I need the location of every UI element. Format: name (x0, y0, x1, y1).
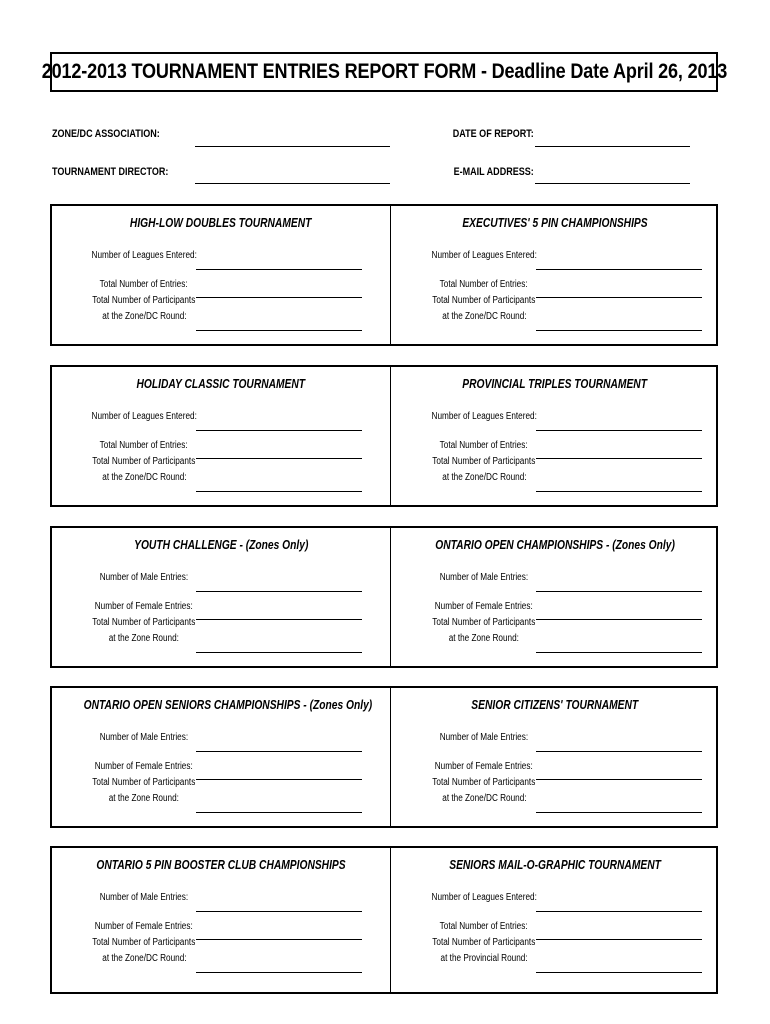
tournament-section (50, 526, 718, 668)
field-label-text: Number of Female Entries: (95, 761, 193, 772)
field-label-text: Number of Leagues Entered: (431, 411, 537, 422)
field-label-text: at the Zone/DC Round: (101, 953, 187, 964)
date-of-report-field[interactable] (535, 146, 690, 147)
section-title (392, 858, 718, 872)
entry-field-3[interactable] (536, 491, 702, 492)
entry-field-2[interactable] (196, 619, 362, 620)
field-label (74, 309, 214, 325)
section-divider (390, 528, 391, 666)
entry-field-2[interactable] (536, 779, 702, 780)
field-label (74, 791, 214, 807)
field-label-text: Number of Male Entries: (99, 892, 189, 903)
field-label (414, 277, 554, 293)
field-label-text: Number of Female Entries: (95, 921, 193, 932)
field-label (414, 775, 554, 791)
entry-field-2[interactable] (196, 939, 362, 940)
field-label-text: Total Number of Entries: (100, 279, 188, 290)
field-label-text: at the Zone Round: (108, 793, 180, 804)
field-label (414, 730, 554, 746)
field-label (74, 615, 214, 631)
tournament-section (50, 686, 718, 828)
field-label (414, 599, 554, 615)
field-label (74, 470, 214, 486)
field-label (74, 570, 214, 586)
field-label (414, 951, 554, 967)
section-divider (390, 367, 391, 505)
field-label-text: at the Zone/DC Round: (441, 311, 527, 322)
entry-field-1[interactable] (536, 751, 702, 752)
entry-field-1[interactable] (536, 591, 702, 592)
section-title-text: PROVINCIAL TRIPLES TOURNAMENT (462, 377, 648, 391)
field-label-text: at the Zone Round: (108, 633, 180, 644)
field-label-text: Total Number of Participants (92, 295, 196, 306)
section-column-right (392, 848, 718, 992)
field-label (414, 935, 554, 951)
entry-field-3[interactable] (536, 812, 702, 813)
section-title (52, 377, 390, 391)
entry-field-3[interactable] (196, 652, 362, 653)
email-address-label: E-MAIL ADDRESS: (453, 166, 534, 178)
field-label-text: Number of Male Entries: (439, 732, 529, 743)
field-label (74, 631, 214, 647)
section-title-text: YOUTH CHALLENGE - (Zones Only) (133, 538, 309, 552)
field-label (414, 890, 554, 906)
entry-field-1[interactable] (536, 911, 702, 912)
entry-field-1[interactable] (536, 430, 702, 431)
field-label-text: Total Number of Entries: (440, 440, 528, 451)
entry-field-1[interactable] (196, 591, 362, 592)
field-label (414, 570, 554, 586)
field-label (74, 277, 214, 293)
zone-association-field[interactable] (195, 146, 390, 147)
field-label-text: Total Number of Entries: (440, 279, 528, 290)
form-title-box (41, 52, 727, 92)
field-label (414, 791, 554, 807)
field-label-text: Total Number of Participants (92, 937, 196, 948)
field-label (74, 248, 214, 264)
field-label-text: at the Zone/DC Round: (101, 472, 187, 483)
field-label (414, 919, 554, 935)
field-label (414, 470, 554, 486)
section-column-right (392, 528, 718, 666)
entry-field-2[interactable] (536, 297, 702, 298)
field-label-text: at the Zone Round: (448, 633, 520, 644)
section-divider (390, 848, 391, 992)
section-title (392, 377, 718, 391)
field-label-text: Total Number of Entries: (100, 440, 188, 451)
field-label-text: Total Number of Participants (92, 617, 196, 628)
field-label (414, 454, 554, 470)
entry-field-1[interactable] (196, 751, 362, 752)
field-label-text: Number of Male Entries: (99, 572, 189, 583)
section-column-left (52, 206, 390, 344)
tournament-section (50, 365, 718, 507)
section-title (392, 216, 718, 230)
field-label-text: Total Number of Entries: (440, 921, 528, 932)
field-label (414, 293, 554, 309)
field-label (74, 951, 214, 967)
field-label (414, 248, 554, 264)
field-label-text: at the Zone/DC Round: (101, 311, 187, 322)
section-title (392, 698, 718, 712)
date-of-report-label: DATE OF REPORT: (452, 128, 534, 140)
field-label-text: at the Zone/DC Round: (441, 793, 527, 804)
section-column-right (392, 206, 718, 344)
field-label (74, 409, 214, 425)
entry-field-1[interactable] (196, 269, 362, 270)
field-label-text: Number of Male Entries: (99, 732, 189, 743)
section-title-text: HIGH-LOW DOUBLES TOURNAMENT (130, 216, 312, 230)
entry-field-3[interactable] (536, 972, 702, 973)
field-label-text: Total Number of Participants (432, 777, 536, 788)
field-label-text: Total Number of Participants (432, 617, 536, 628)
form-title: 2012-2013 TOURNAMENT ENTRIES REPORT FORM - Deadline Date April 26, 2013 (41, 60, 727, 83)
field-label-text: Number of Female Entries: (435, 601, 533, 612)
entry-field-3[interactable] (196, 330, 362, 331)
section-title-text: SENIORS MAIL-O-GRAPHIC TOURNAMENT (449, 858, 661, 872)
section-divider (390, 206, 391, 344)
field-label (414, 759, 554, 775)
tournament-section (50, 846, 718, 994)
field-label (414, 309, 554, 325)
field-label-text: Total Number of Participants (92, 777, 196, 788)
field-label (74, 890, 214, 906)
field-label-text: Number of Female Entries: (435, 761, 533, 772)
field-label (414, 438, 554, 454)
field-label (74, 775, 214, 791)
tournament-director-label: TOURNAMENT DIRECTOR: (52, 166, 169, 178)
field-label-text: Number of Male Entries: (439, 572, 529, 583)
entry-field-2[interactable] (196, 458, 362, 459)
zone-association-label: ZONE/DC ASSOCIATION: (52, 128, 160, 140)
section-title-text: SENIOR CITIZENS' TOURNAMENT (471, 698, 639, 712)
section-title (52, 698, 390, 712)
entry-field-2[interactable] (196, 779, 362, 780)
field-label-text: at the Provincial Round: (440, 953, 528, 964)
field-label (74, 730, 214, 746)
field-label-text: at the Zone/DC Round: (441, 472, 527, 483)
section-column-left (52, 367, 390, 505)
section-column-left (52, 848, 390, 992)
field-label (414, 631, 554, 647)
section-column-right (392, 688, 718, 826)
entry-field-3[interactable] (196, 812, 362, 813)
field-label (74, 935, 214, 951)
field-label (74, 919, 214, 935)
field-label-text: Total Number of Participants (432, 937, 536, 948)
entry-field-2[interactable] (536, 939, 702, 940)
entry-field-2[interactable] (196, 297, 362, 298)
field-label-text: Total Number of Participants (92, 456, 196, 467)
field-label (74, 293, 214, 309)
entry-field-1[interactable] (196, 911, 362, 912)
section-title-text: ONTARIO OPEN CHAMPIONSHIPS - (Zones Only) (435, 538, 675, 552)
field-label (414, 409, 554, 425)
email-address-field[interactable] (535, 183, 690, 184)
tournament-section (50, 204, 718, 346)
field-label-text: Total Number of Participants (432, 295, 536, 306)
entry-field-1[interactable] (196, 430, 362, 431)
section-title (392, 538, 718, 552)
field-label-text: Number of Leagues Entered: (431, 892, 537, 903)
field-label (74, 438, 214, 454)
entry-field-2[interactable] (536, 458, 702, 459)
section-divider (390, 688, 391, 826)
entry-field-1[interactable] (536, 269, 702, 270)
section-title (52, 538, 390, 552)
section-title (52, 858, 390, 872)
field-label-text: Number of Leagues Entered: (91, 411, 197, 422)
entry-field-3[interactable] (196, 972, 362, 973)
field-label (74, 454, 214, 470)
section-title-text: EXECUTIVES' 5 PIN CHAMPIONSHIPS (462, 216, 648, 230)
field-label-text: Total Number of Participants (432, 456, 536, 467)
section-title (52, 216, 390, 230)
section-column-left (52, 688, 390, 826)
section-title-text: ONTARIO 5 PIN BOOSTER CLUB CHAMPIONSHIPS (96, 858, 346, 872)
field-label (74, 599, 214, 615)
section-title-text: HOLIDAY CLASSIC TOURNAMENT (136, 377, 306, 391)
entry-field-2[interactable] (536, 619, 702, 620)
field-label-text: Number of Leagues Entered: (91, 250, 197, 261)
field-label (74, 759, 214, 775)
tournament-director-field[interactable] (195, 183, 390, 184)
section-title-text: ONTARIO OPEN SENIORS CHAMPIONSHIPS - (Zones Only) (83, 698, 373, 712)
entry-field-3[interactable] (536, 330, 702, 331)
entry-field-3[interactable] (536, 652, 702, 653)
section-column-right (392, 367, 718, 505)
field-label-text: Number of Female Entries: (95, 601, 193, 612)
section-column-left (52, 528, 390, 666)
field-label (414, 615, 554, 631)
field-label-text: Number of Leagues Entered: (431, 250, 537, 261)
entry-field-3[interactable] (196, 491, 362, 492)
